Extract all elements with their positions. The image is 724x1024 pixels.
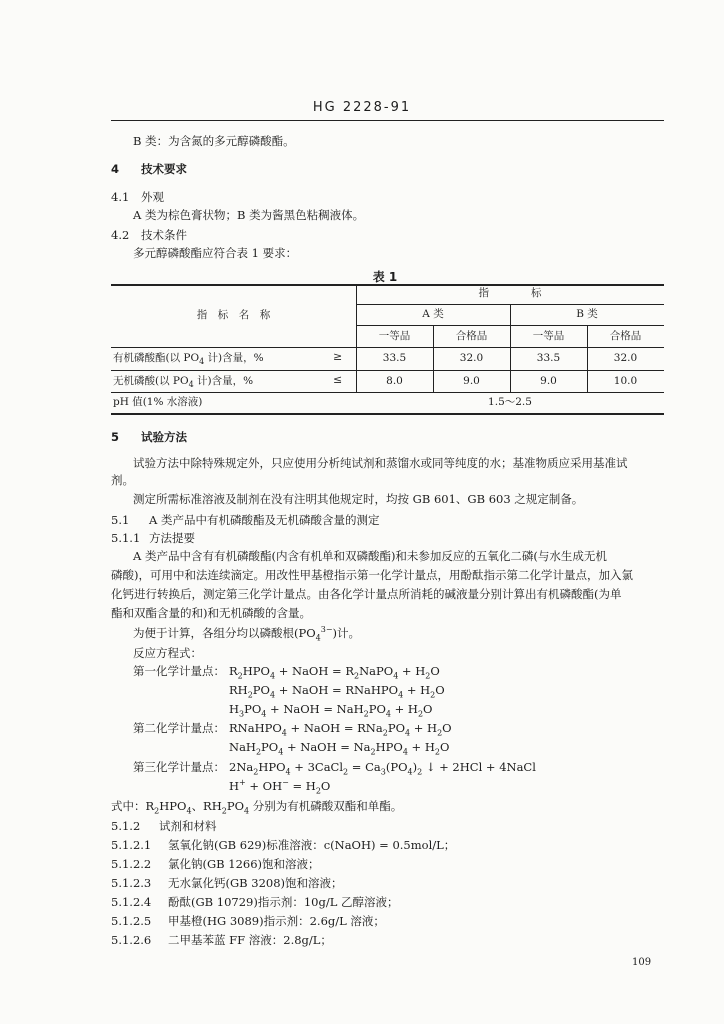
formula-text: + NaOH = Na xyxy=(283,740,371,754)
first-stoichiometric-point-label: 第一化学计量点： xyxy=(133,664,225,678)
section-title: 试验方法 xyxy=(141,430,187,444)
reagent-number: 5.1.2.5 xyxy=(111,914,152,928)
formula-subscript: 4 xyxy=(269,690,276,700)
formula-text: + H xyxy=(410,721,438,735)
formula-subscript: 2 xyxy=(370,747,376,757)
reagent-text: 二甲基苯蓝 FF 溶液：2.8g/L； xyxy=(168,933,332,947)
method-paragraph-line-4: 酯和双酯含量的和)和无机磷酸的含量。 xyxy=(111,606,311,620)
formula-text: O xyxy=(430,664,440,678)
reagent-number: 5.1.2.1 xyxy=(111,838,152,852)
intro-line-3: 测定所需标准溶液及制剂在没有注明其他规定时，均按 GB 601、GB 603 之规定制备。 xyxy=(133,492,584,506)
formula-subscript: 2 xyxy=(425,671,431,681)
table-rule xyxy=(111,392,664,393)
reagent-number: 5.1.2.2 xyxy=(111,857,152,871)
formula-subscript: 3 xyxy=(239,709,245,719)
formula-subscript: 2 xyxy=(221,806,227,816)
a-qualified-header: 合格品 xyxy=(455,330,488,342)
formula-subscript: 4 xyxy=(244,806,250,816)
formula-text: + H xyxy=(403,683,431,697)
formula-subscript: 2 xyxy=(247,690,253,700)
row-1-indicator xyxy=(113,351,264,366)
reagent-number: 5.1.2.6 xyxy=(111,933,152,947)
row-1-a-qualified: 32.0 xyxy=(459,352,484,364)
ph-value: 1.5～2.5 xyxy=(488,396,532,408)
row-2-a-qualified: 9.0 xyxy=(463,375,480,387)
method-paragraph-line-3: 化钙进行转换后，测定第三化学计量点。由各化学计量点所消耗的碱液量分别计算出有机磷酸酯(为单 xyxy=(111,587,622,601)
formula-superscript: + xyxy=(239,778,246,788)
section-5-1-2-heading xyxy=(111,819,217,834)
section-number: 4 xyxy=(111,162,120,176)
equation-1 xyxy=(229,664,440,679)
reagent-item xyxy=(111,838,455,853)
class-a-header: A 类 xyxy=(422,308,444,320)
technical-condition-text: 多元醇磷酸酯应符合表 1 要求： xyxy=(133,246,298,260)
reagent-item xyxy=(111,857,320,872)
table-rule xyxy=(111,413,664,415)
formula-text: + H xyxy=(390,702,418,716)
row-2-indicator-text-end: 计)含量，% xyxy=(193,375,254,387)
section-4-2-heading xyxy=(111,228,187,243)
formula-subscript: 4 xyxy=(402,747,408,757)
section-number: 5.1.2 xyxy=(111,819,141,833)
formula-text: O xyxy=(439,740,450,754)
formula-subscript: 2 xyxy=(363,709,369,719)
formula-text: HPO xyxy=(242,664,270,678)
formula-subscript: 2 xyxy=(154,806,160,816)
reagent-text: 酚酞(GB 10729)指示剂：10g/L 乙醇溶液； xyxy=(168,895,399,909)
standard-code: HG 2228-91 xyxy=(312,100,412,115)
indicator-group-header: 指 标 xyxy=(478,287,542,299)
formula-text: H xyxy=(229,702,240,716)
formula-subscript: 4 xyxy=(407,767,413,777)
formula-text: + NaOH = RNaHPO xyxy=(275,683,399,697)
row-1-indicator-text: 有机磷酸酯(以 PO xyxy=(113,352,200,364)
section-title: 试剂和材料 xyxy=(159,819,217,833)
formula-text: PO xyxy=(244,702,262,716)
formula-text: NaH xyxy=(229,740,256,754)
section-number: 5.1 xyxy=(111,513,130,527)
formula-text: RH xyxy=(229,683,248,697)
row-1-ge-symbol: ≥ xyxy=(333,350,343,363)
formula-subscript: 2 xyxy=(315,786,321,796)
formula-text: PO xyxy=(261,740,279,754)
equation-5 xyxy=(229,740,449,755)
row-2-a-first-grade: 8.0 xyxy=(386,375,403,387)
formula-subscript: 4 xyxy=(285,767,291,777)
equation-3 xyxy=(229,702,432,717)
header-rule xyxy=(111,120,664,121)
equation-6 xyxy=(229,760,536,775)
table-caption: 表 1 xyxy=(372,270,398,284)
row-2-le-symbol: ≤ xyxy=(333,373,343,386)
section-4-1-heading xyxy=(111,190,164,205)
formula-text: + H xyxy=(407,740,435,754)
section-5-1-1-heading xyxy=(111,531,195,546)
formula-text: R xyxy=(229,664,238,678)
reagent-text: 甲基橙(HG 3089)指示剂：2.6g/L 溶液； xyxy=(168,914,385,928)
spec-table xyxy=(111,284,664,414)
formula-subscript: 2 xyxy=(430,690,436,700)
formula-text: PO xyxy=(387,721,405,735)
formula-text: RNaHPO xyxy=(229,721,282,735)
formula-subscript: 2 xyxy=(255,747,262,757)
reagent-number: 5.1.2.3 xyxy=(111,876,152,890)
formula-text: HPO xyxy=(375,740,403,754)
section-title: A 类产品中有机磷酸酯及无机磷酸含量的测定 xyxy=(149,513,380,527)
reagent-item xyxy=(111,895,399,910)
reagent-number: 5.1.2.4 xyxy=(111,895,152,909)
section-title: 外观 xyxy=(141,190,164,204)
formula-text: PO xyxy=(252,683,270,697)
row-2-indicator xyxy=(113,374,253,389)
formula-text: 2Na xyxy=(229,760,254,774)
third-stoichiometric-point-label: 第三化学计量点： xyxy=(133,760,225,774)
b-first-grade-header: 一等品 xyxy=(532,330,565,342)
formula-subscript: 2 xyxy=(382,728,388,738)
section-title: 技术要求 xyxy=(141,162,187,176)
row-2-indicator-subscript: 4 xyxy=(188,380,194,390)
intro-line-2: 剂。 xyxy=(111,473,134,487)
formula-note xyxy=(111,799,402,814)
b-qualified-header: 合格品 xyxy=(609,330,642,342)
formula-subscript: 4 xyxy=(405,728,411,738)
formula-text: + NaOH = RNa xyxy=(286,721,383,735)
ph-label: pH 值(1% 水溶液) xyxy=(113,396,203,408)
formula-text: PO xyxy=(226,799,245,813)
formula-text: + H xyxy=(398,664,426,678)
formula-text: H xyxy=(229,779,240,793)
section-number: 5 xyxy=(111,430,120,444)
section-5-1-heading xyxy=(111,513,379,528)
row-1-indicator-text-end: 计)含量，% xyxy=(204,352,264,364)
formula-text: = H xyxy=(288,779,316,793)
formula-subscript: 2 xyxy=(437,728,443,738)
formula-text: ↓ + 2HCl + 4NaCl xyxy=(422,760,536,774)
note-subscript: 4 xyxy=(315,633,321,643)
formula-subscript: 2 xyxy=(434,747,440,757)
indicator-name-header: 指 标 名 称 xyxy=(196,309,271,321)
row-1-a-first-grade: 33.5 xyxy=(382,352,407,364)
note-text: 为便于计算，各组分均以磷酸根(PO xyxy=(133,626,316,640)
class-b-header: B 类 xyxy=(576,308,598,320)
equation-4 xyxy=(229,721,452,736)
formula-subscript: 4 xyxy=(393,671,399,681)
section-number: 4.1 xyxy=(111,190,130,204)
formula-subscript: 4 xyxy=(281,728,287,738)
formula-text: O xyxy=(435,683,445,697)
note-superscript: 3− xyxy=(320,625,333,635)
formula-text: HPO xyxy=(159,799,187,813)
formula-subscript: 4 xyxy=(278,747,284,757)
appearance-text: A 类为棕色膏状物；B 类为酱黑色粘稠液体。 xyxy=(133,208,365,222)
formula-text: = Ca xyxy=(348,760,381,774)
formula-subscript: 2 xyxy=(417,709,424,719)
row-2-indicator-text: 无机磷酸(以 PO xyxy=(113,375,189,387)
row-2-b-first-grade: 9.0 xyxy=(540,375,557,387)
second-stoichiometric-point-label: 第二化学计量点： xyxy=(133,721,225,735)
method-paragraph-line-2: 磷酸)，可用中和法连续滴定。用改性甲基橙指示第一化学计量点，用酚酞指示第二化学计量点，加入氯 xyxy=(111,568,633,582)
row-1-b-qualified: 32.0 xyxy=(613,352,638,364)
row-1-indicator-subscript: 4 xyxy=(199,357,205,367)
formula-subscript: 2 xyxy=(253,767,259,777)
formula-text: ) xyxy=(412,760,418,774)
formula-superscript: − xyxy=(282,778,289,788)
formula-text: 分别为有机磷酸双酯和单酯。 xyxy=(249,799,403,813)
formula-subscript: 4 xyxy=(269,671,276,681)
reaction-equations-title: 反应方程式： xyxy=(133,646,202,660)
equation-7 xyxy=(229,779,330,794)
row-1-b-first-grade: 33.5 xyxy=(536,352,561,364)
intro-line-1: 试验方法中除特殊规定外，只应使用分析纯试剂和蒸馏水或同等纯度的水；基准物质应采用基准试 xyxy=(133,456,628,470)
formula-subscript: 2 xyxy=(354,671,360,681)
formula-subscript: 4 xyxy=(186,806,192,816)
formula-subscript: 4 xyxy=(261,709,267,719)
reagent-item xyxy=(111,914,385,929)
formula-subscript: 4 xyxy=(385,709,391,719)
section-4-heading xyxy=(111,162,187,177)
reagent-item xyxy=(111,933,332,948)
formula-text: O xyxy=(442,721,452,735)
note-text-end: )计。 xyxy=(332,626,361,640)
reagent-text: 氯化钠(GB 1266)饱和溶液； xyxy=(168,857,320,871)
formula-text: 式中：R xyxy=(111,799,155,813)
phosphate-basis-note xyxy=(133,626,360,641)
formula-text: O xyxy=(320,779,331,793)
formula-subscript: 3 xyxy=(380,767,386,777)
page-number: 109 xyxy=(632,957,652,968)
formula-subscript: 2 xyxy=(237,671,243,681)
section-5-heading xyxy=(111,430,187,445)
method-paragraph-line-1: A 类产品中含有有机磷酸酯(内含有机单和双磷酸酯)和未参加反应的五氧化二磷(与水生成无机 xyxy=(133,549,607,563)
equation-2 xyxy=(229,683,445,698)
row-2-b-qualified: 10.0 xyxy=(613,375,638,387)
table-rule xyxy=(111,370,664,371)
formula-text: NaPO xyxy=(359,664,394,678)
reagent-item xyxy=(111,876,343,891)
formula-text: HPO xyxy=(258,760,286,774)
formula-text: O xyxy=(423,702,433,716)
formula-text: PO xyxy=(368,702,386,716)
section-number: 5.1.1 xyxy=(111,531,141,545)
formula-text: + NaOH = R xyxy=(275,664,354,678)
a-first-grade-header: 一等品 xyxy=(378,330,411,342)
formula-subscript: 2 xyxy=(417,767,423,777)
reagent-text: 氢氧化钠(GB 629)标准溶液：c(NaOH) = 0.5mol/L； xyxy=(168,838,456,852)
formula-text: 、RH xyxy=(191,799,222,813)
formula-subscript: 2 xyxy=(343,767,349,777)
formula-subscript: 4 xyxy=(398,690,404,700)
formula-text: + NaOH = NaH xyxy=(266,702,364,716)
b-type-definition: B 类：为含氮的多元醇磷酸酯。 xyxy=(133,134,295,148)
reagent-text: 无水氯化钙(GB 3208)饱和溶液； xyxy=(168,876,343,890)
section-number: 4.2 xyxy=(111,228,130,242)
formula-text: + 3CaCl xyxy=(290,760,344,774)
section-title: 技术条件 xyxy=(141,228,187,242)
formula-text: (PO xyxy=(385,760,408,774)
section-title: 方法提要 xyxy=(149,531,195,545)
table-rule xyxy=(111,347,664,348)
formula-text: + OH xyxy=(245,779,283,793)
